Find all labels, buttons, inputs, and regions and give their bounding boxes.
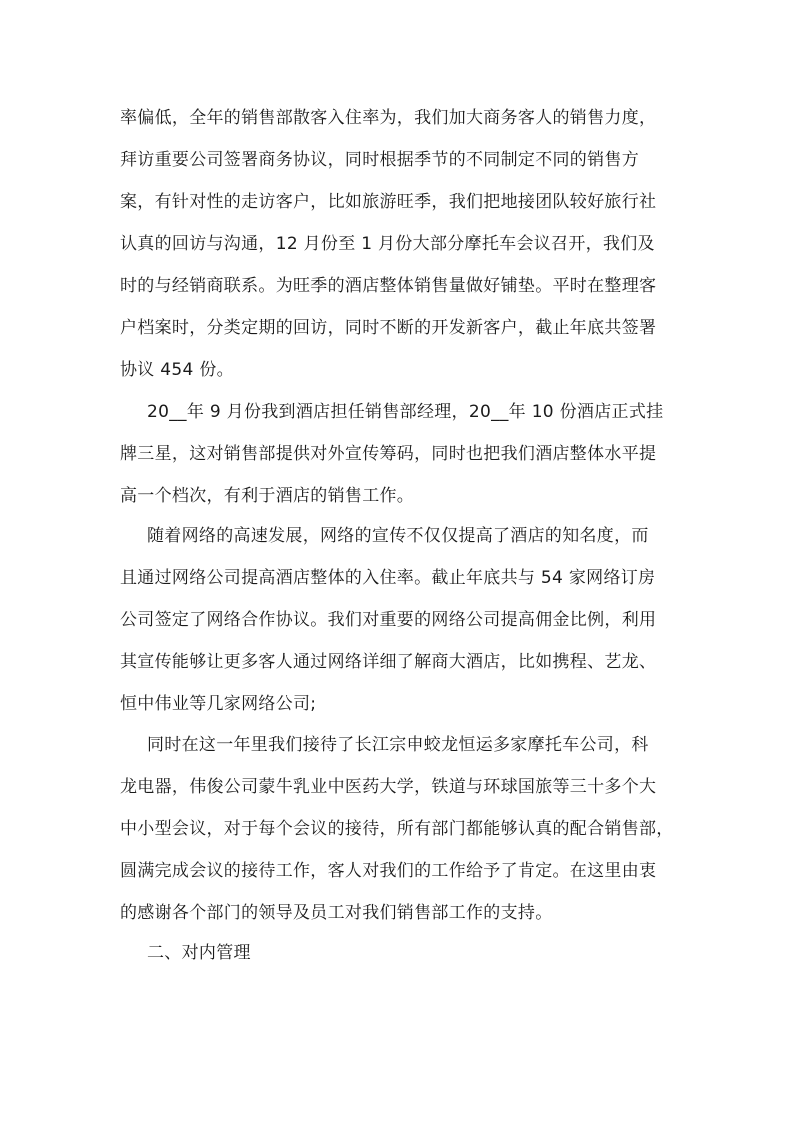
paragraph-line: 时的与经销商联系。为旺季的酒店整体销售量做好铺垫。平时在整理客: [120, 276, 657, 296]
paragraph-line: 恒中伟业等几家网络公司;: [120, 694, 317, 714]
paragraph-line: 的感谢各个部门的领导及员工对我们销售部工作的支持。: [120, 903, 553, 923]
paragraph-line: 圆满完成会议的接待工作，客人对我们的工作给予了肯定。在这里由衷: [120, 861, 657, 881]
paragraph-line: 20__年 9 月份我到酒店担任销售部经理，20__年 10 份酒店正式挂: [147, 402, 664, 422]
paragraph-line: 户档案时，分类定期的回访，同时不断的开发新客户，截止年底共签署: [120, 318, 657, 338]
paragraph-line: 高一个档次，有利于酒店的销售工作。: [120, 486, 415, 506]
paragraph-line: 拜访重要公司签署商务协议，同时根据季节的不同制定不同的销售方: [120, 150, 639, 170]
paragraph-line: 随着网络的高速发展，网络的宣传不仅仅提高了酒店的知名度，而: [147, 526, 649, 546]
paragraph-line: 认真的回访与沟通，12 月份至 1 月份大部分摩托车会议召开，我们及: [120, 234, 655, 254]
section-heading: 二、对内管理: [147, 943, 251, 963]
paragraph-line: 率偏低，全年的销售部散客入住率为，我们加大商务客人的销售力度，: [120, 108, 657, 128]
paragraph-line: 其宣传能够让更多客人通过网络详细了解商大酒店，比如携程、艺龙、: [120, 652, 657, 672]
paragraph-line: 同时在这一年里我们接待了长江宗申蛟龙恒运多家摩托车公司，科: [147, 735, 649, 755]
paragraph-line: 龙电器，伟俊公司蒙牛乳业中医药大学，铁道与环球国旅等三十多个大: [120, 777, 657, 797]
paragraph-line: 且通过网络公司提高酒店整体的入住率。截止年底共与 54 家网络订房: [120, 568, 656, 588]
paragraph-line: 公司签定了网络合作协议。我们对重要的网络公司提高佣金比例，利用: [120, 610, 657, 630]
paragraph-line: 案，有针对性的走访客户，比如旅游旺季，我们把地接团队较好旅行社: [120, 192, 657, 212]
paragraph-line: 中小型会议，对于每个会议的接待，所有部门都能够认真的配合销售部，: [120, 819, 674, 839]
paragraph-line: 牌三星，这对销售部提供对外宣传筹码，同时也把我们酒店整体水平提: [120, 444, 657, 464]
paragraph-line: 协议 454 份。: [120, 360, 234, 380]
